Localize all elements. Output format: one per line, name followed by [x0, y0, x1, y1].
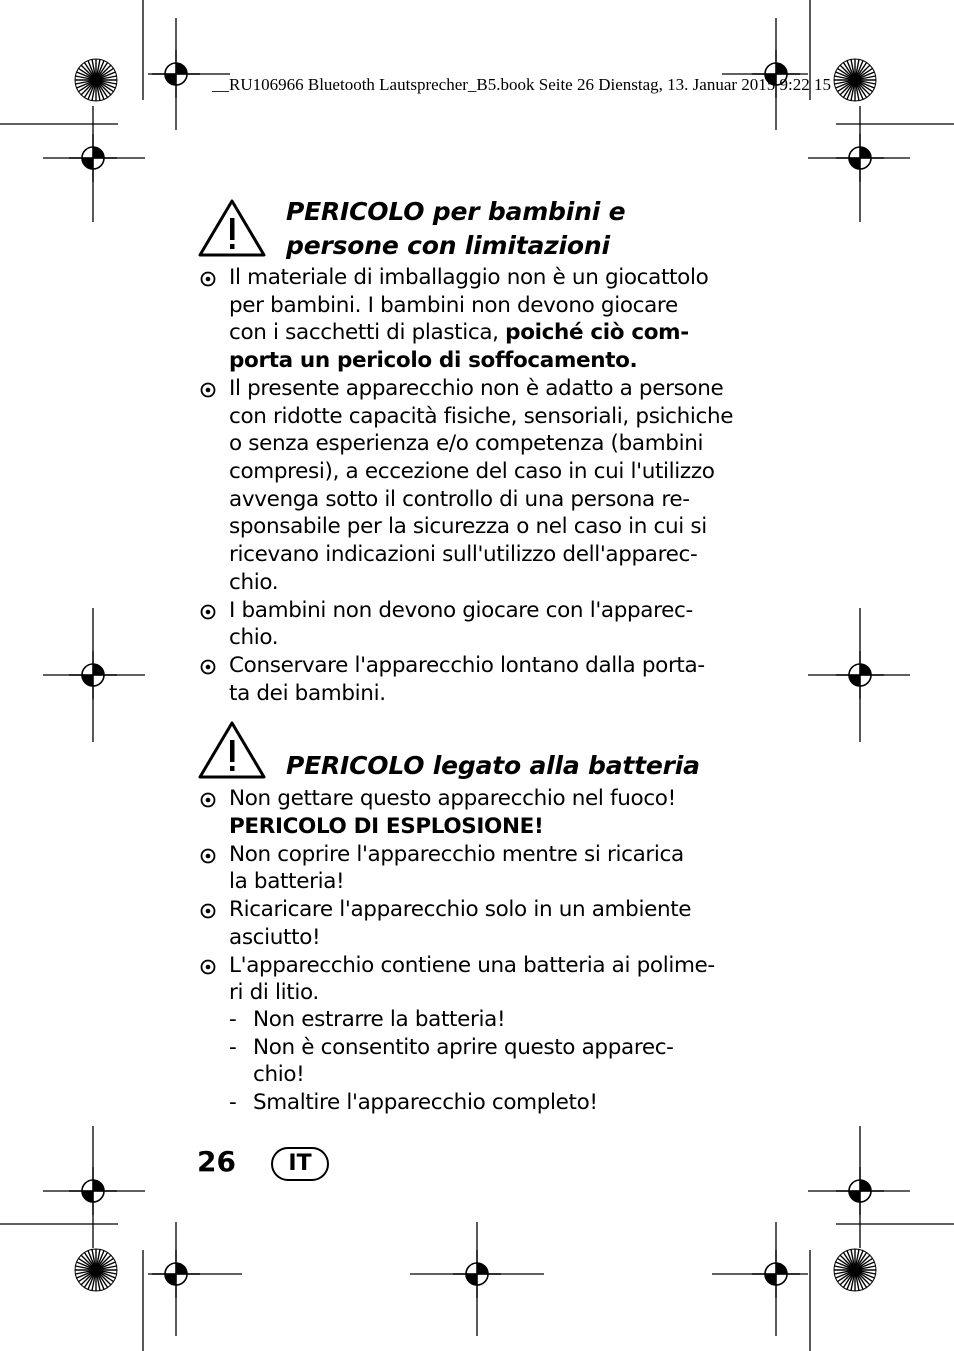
list-item-line: asciutto!	[229, 925, 321, 950]
sub-list-item: chio!	[253, 1062, 305, 1087]
list-item-line: Non gettare questo apparecchio nel fuoco!	[229, 786, 676, 811]
warning-triangle-icon	[197, 198, 267, 258]
list-item-line: ri di litio.	[229, 980, 319, 1005]
circle-bullet-icon	[200, 959, 216, 975]
warning-triangle-icon	[197, 720, 267, 780]
list-item-line: Conservare l'apparecchio lontano dalla porta-	[229, 653, 705, 678]
list-item-line: I bambini non devono giocare con l'apparec-	[229, 598, 693, 623]
file-info-header: __RU106966 Bluetooth Lautsprecher_B5.book Seite 26 Dienstag, 13. Januar 2015 9:22 15	[212, 75, 831, 94]
emphasis-text: PERICOLO DI ESPLOSIONE!	[229, 814, 544, 839]
list-item-line: compresi), a eccezione del caso in cui l'utilizzo	[229, 459, 715, 484]
list-item-line: Il presente apparecchio non è adatto a persone	[229, 376, 724, 401]
list-item-line: chio.	[229, 570, 279, 595]
list-item-line: con ridotte capacità fisiche, sensoriali, psichiche	[229, 404, 734, 429]
list-item-line: o senza esperienza e/o competenza (bambini	[229, 431, 704, 456]
section-heading: PERICOLO legato alla batteria	[286, 751, 700, 780]
list-item-line: ricevano indicazioni sull'utilizzo dell'apparec-	[229, 542, 698, 567]
list-item-line: Ricaricare l'apparecchio solo in un ambiente	[229, 897, 692, 922]
circle-bullet-icon	[200, 848, 216, 864]
emphasis-text: porta un pericolo di soffocamento.	[229, 348, 638, 373]
starburst-mark-icon	[834, 1249, 876, 1291]
circle-bullet-icon	[200, 659, 216, 675]
emphasis-text: poiché ciò com-	[505, 320, 689, 345]
list-item-line: sponsabile per la sicurezza o nel caso in cui si	[229, 514, 707, 539]
sub-list-item: Non estrarre la batteria!	[253, 1007, 506, 1032]
registration-mark-icon	[722, 18, 808, 130]
text-run: con i sacchetti di plastica,	[229, 320, 506, 345]
sub-list-item: Non è consentito aprire questo apparec-	[253, 1035, 674, 1060]
circle-bullet-icon	[200, 792, 216, 808]
section-heading: persone con limitazioni	[286, 231, 610, 260]
dash-bullet: -	[229, 1090, 237, 1115]
list-item-line: Il materiale di imballaggio non è un giocattolo	[229, 265, 709, 290]
section-heading: PERICOLO per bambini e	[286, 197, 626, 226]
page-number: 26	[197, 1145, 236, 1178]
registration-mark-icon	[148, 18, 230, 130]
registration-mark-icon	[43, 608, 145, 742]
registration-mark-icon	[712, 1222, 808, 1336]
registration-mark-icon	[410, 1222, 544, 1336]
list-item-line: per bambini. I bambini non devono giocare	[229, 293, 678, 318]
list-item-line: la batteria!	[229, 869, 345, 894]
starburst-mark-icon	[75, 1249, 117, 1291]
registration-mark-icon	[808, 1126, 910, 1248]
dash-bullet: -	[229, 1007, 237, 1032]
circle-bullet-icon	[200, 604, 216, 620]
registration-mark-icon	[148, 1222, 242, 1336]
sub-list-item: Smaltire l'apparecchio completo!	[253, 1090, 598, 1115]
list-item-line	[229, 319, 689, 347]
list-item-line: Non coprire l'apparecchio mentre si ricarica	[229, 842, 684, 867]
list-item-line: L'apparecchio contiene una batteria ai polime-	[229, 953, 715, 978]
dash-bullet: -	[229, 1035, 237, 1060]
list-item-line: ta dei bambini.	[229, 681, 386, 706]
registration-mark-icon	[808, 608, 910, 742]
circle-bullet-icon	[200, 903, 216, 919]
starburst-mark-icon	[75, 59, 117, 101]
language-badge: IT	[271, 1147, 329, 1181]
list-item-line: chio.	[229, 625, 279, 650]
registration-mark-icon	[43, 1126, 145, 1248]
circle-bullet-icon	[200, 382, 216, 398]
list-item-line: avvenga sotto il controllo di una persona re-	[229, 487, 690, 512]
circle-bullet-icon	[200, 271, 216, 287]
